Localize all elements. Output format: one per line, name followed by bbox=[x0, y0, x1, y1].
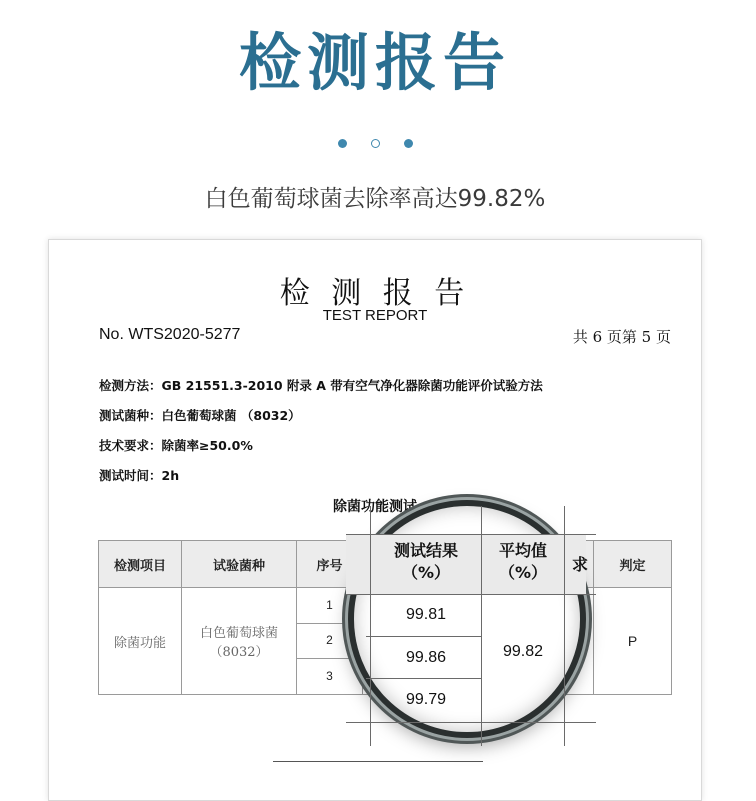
seq-3: 3 bbox=[326, 669, 333, 683]
result-value-3: 99.79 bbox=[405, 691, 447, 708]
strain-code: （8032） bbox=[209, 645, 269, 660]
average-value: 99.82 bbox=[502, 643, 544, 660]
result-value-2: 99.86 bbox=[405, 649, 447, 666]
header-strain: 试验菌种 bbox=[182, 541, 297, 588]
magnified-average-header: 平均值 （%） bbox=[498, 541, 548, 582]
cell-item: 除菌功能 bbox=[99, 588, 182, 695]
cell-verdict: P bbox=[594, 588, 672, 695]
field-label: 测试菌种： bbox=[99, 408, 162, 423]
report-title-english: TEST REPORT bbox=[322, 307, 428, 324]
magnified-result-header: 测试结果 （%） bbox=[393, 541, 458, 582]
field-value: 除菌率≥50.0% bbox=[161, 438, 253, 453]
seq-2: 2 bbox=[326, 633, 333, 647]
header-item: 检测项目 bbox=[99, 541, 182, 588]
magnified-requirement-partial: 求 bbox=[571, 555, 588, 574]
field-value: 白色葡萄球菌 （8032） bbox=[161, 408, 301, 423]
hero-subtitle: 白色葡萄球菌去除率高达99.82% bbox=[204, 186, 546, 212]
magnifier-lens bbox=[348, 500, 586, 738]
hero-title: 检测报告 bbox=[238, 26, 511, 99]
table-title: 除菌功能测试 bbox=[333, 499, 417, 515]
report-number: No. WTS2020-5277 bbox=[99, 326, 241, 343]
report-title: 检 测 报 告 bbox=[279, 276, 471, 311]
header-seq: 序号 bbox=[297, 541, 363, 588]
result-value-1: 99.81 bbox=[405, 606, 447, 623]
strain-name: 白色葡萄球菌 bbox=[199, 626, 278, 641]
field-label: 技术要求： bbox=[99, 438, 162, 453]
field-label: 检测方法： bbox=[99, 378, 162, 393]
page-indicator: 共 6 页第 5 页 bbox=[572, 328, 671, 346]
field-value: 2h bbox=[161, 468, 180, 483]
field-value: GB 21551.3-2010 附录 A 带有空气净化器除菌功能评价试验方法 bbox=[161, 378, 543, 393]
field-label: 测试时间： bbox=[99, 468, 162, 483]
header-verdict: 判定 bbox=[594, 541, 672, 588]
seq-1: 1 bbox=[326, 598, 333, 612]
